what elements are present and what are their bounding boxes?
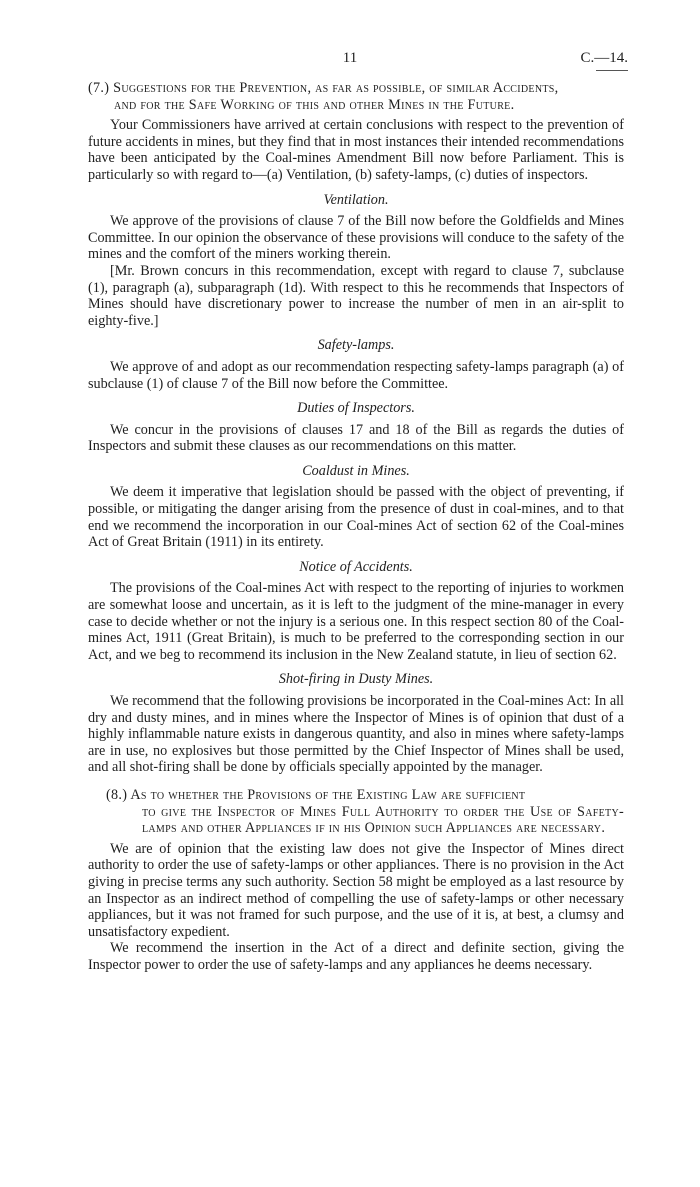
section-8-paragraph-1: We are of opinion that the existing law does not give the Inspector of Mines direct authority to order the use of safety-lamps or other appliances. There is no provision in the Act giving in precise terms any such authority. Section 58 might be employed as a last resource by an Inspector as an indirect method of compelling the use of safety-lamps or other necessary appliances, but it was not framed for such purpose, and the use of it is, at best, a clumsy and unsatisfactory expedient. [88, 840, 624, 940]
ventilation-heading: Ventilation. [323, 191, 389, 208]
section-7-intro: Your Commissioners have arrived at certain conclusions with respect to the prevention of future accidents in mines, but they find that in most instances their intended recommendations have been anticipated by the Coal-mines Amendment Bill now before Parliament. This is particularly so with regard to—(a) Ventilation, (b) safety-lamps, (c) duties of inspectors. [88, 117, 624, 183]
duties-heading: Duties of Inspectors. [297, 400, 415, 417]
coaldust-heading: Coaldust in Mines. [302, 462, 410, 479]
body-text [88, 80, 624, 974]
duties-paragraph: We concur in the provisions of clauses 17 and 18 of the Bill as regards the duties of Inspectors and submit these clauses as our recommendations on this matter. [88, 421, 624, 455]
shotfiring-paragraph: We recommend that the following provisions be incorporated in the Coal-mines Act: In all dry and dusty mines, and in mines where the Inspector of Mines is of opinion that dust of a highly inflammable nature exists in dangerous quantity, and also in mines where safety-lamps are in use, no explosives but those permitted by the Chief Inspector of Mines shall be used, and all shot-firing shall be done by officials specially appointed by the manager. [88, 693, 624, 776]
section-8-heading-rest: to give the Inspector of Mines Full Authority to order the Use of Safety-lamps and other Appliances if in his Opinion such Appliances are necessary. [142, 803, 624, 837]
document-reference: C.—14. [580, 50, 628, 66]
section-7-heading-line2: and for the Safe Working of this and other Mines in the Future. [114, 96, 515, 113]
section-7-heading [88, 80, 624, 113]
coaldust-paragraph: We deem it imperative that legislation should be passed with the object of preventing, if possible, or mitigating the danger arising from the presence of dust in coal-mines, and to that end we recommend the incorporation in our Coal-mines Act of section 62 of the Coal-mines Act of Great Britain (1911) in its entirety. [88, 484, 624, 551]
notice-paragraph: The provisions of the Coal-mines Act with respect to the reporting of injuries to workmen are somewhat loose and uncertain, as it is left to the judgment of the mine-manager in every case to decide whether or not the injury is a serious one. In this respect section 80 of the Coal-mines Act, 1911 (Great Britain), is much to be preferred to the corresponding section in our Act, and we beg to recommend its inclusion in the New Zealand statute, in lieu of section 62. [88, 580, 624, 663]
section-8-paragraph-2: We recommend the insertion in the Act of a direct and definite section, giving the Inspector power to order the use of safety-lamps and any appliances he deems necessary. [88, 940, 624, 973]
ventilation-paragraph-2: [Mr. Brown concurs in this recommendation, except with regard to clause 7, subclause (1), paragraph (a), subparagraph (1d). With respect to this he recommends that Inspectors of Mines should have discretionary power to increase the number of men in an air-split to eighty-five.] [88, 262, 624, 329]
shotfiring-heading: Shot-firing in Dusty Mines. [278, 671, 434, 688]
safety-lamps-paragraph: We approve of and adopt as our recommendation respecting safety-lamps paragraph (a) of subclause (1) of clause 7 of the Bill now before the Committee. [88, 358, 624, 392]
header-rule [596, 70, 628, 71]
section-7-heading-line1: (7.) Suggestions for the Prevention, as far as possible, of similar Accidents, [88, 80, 559, 96]
safety-lamps-heading: Safety-lamps. [317, 337, 395, 354]
section-8-heading [106, 787, 624, 837]
section-8-heading-line1: (8.) As to whether the Provisions of the Existing Law are sufficient [106, 786, 526, 803]
ventilation-paragraph-1: We approve of the provisions of clause 7 of the Bill now before the Goldfields and Mines Committee. In our opinion the observance of these provisions will conduce to the safety of the mines and the comfort of the miners working therein. [88, 213, 624, 263]
notice-heading: Notice of Accidents. [299, 558, 413, 575]
page-number: 11 [342, 50, 358, 66]
